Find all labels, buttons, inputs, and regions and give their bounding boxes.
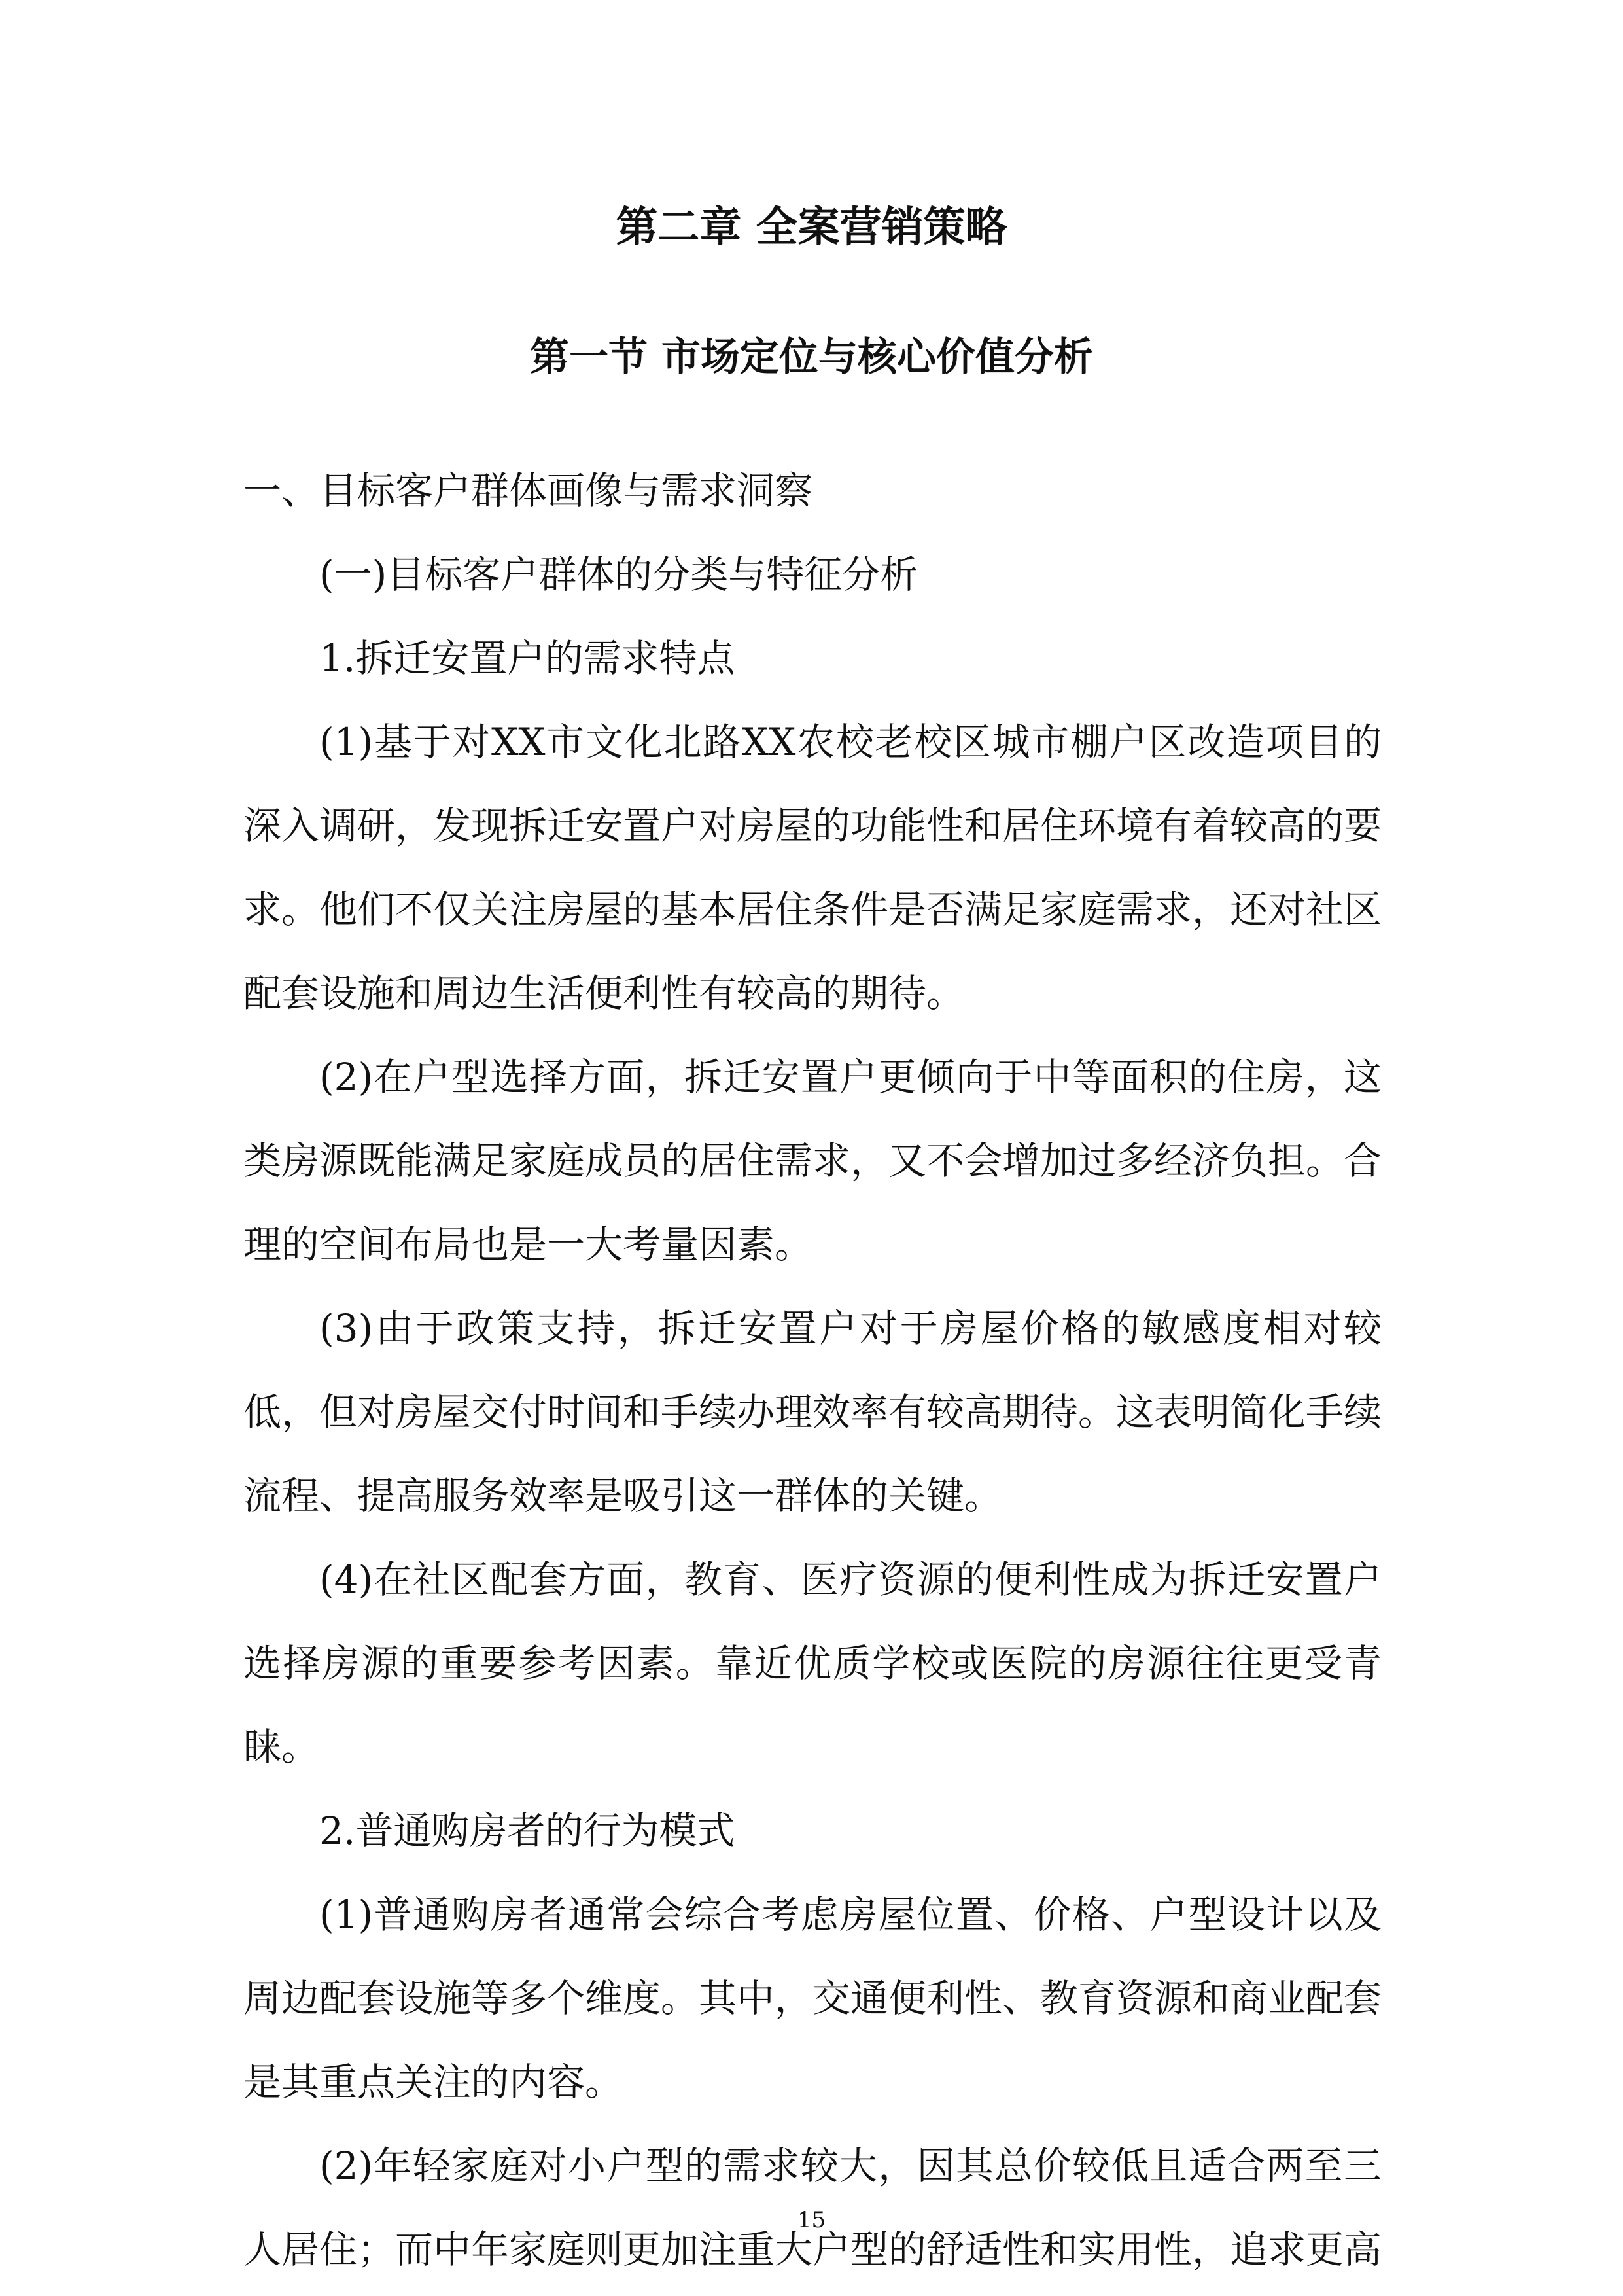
page-number: 15 xyxy=(797,2207,826,2233)
heading-level-3: 2.普通购房者的行为模式 xyxy=(319,1809,735,1853)
heading-level-2: (一)目标客户群体的分类与特征分析 xyxy=(319,552,918,597)
body-text xyxy=(243,449,1382,2291)
paragraph: (1)普通购房者通常会综合考虑房屋位置、价格、户型设计以及周边配套设施等多个维度。其中，交通便利性、教育资源和商业配套是其重点关注的内容。 xyxy=(243,1892,1382,2104)
paragraph: (2)年轻家庭对小户型的需求较大，因其总价较低且适合两至三人居住；而中年家庭则更加注重大户型的舒适性和实用性，追求更高 xyxy=(243,2144,1382,2272)
chapter-title: 第二章 全案营销策略 xyxy=(616,203,1007,252)
section-title: 第一节 市场定位与核心价值分析 xyxy=(530,334,1093,380)
paragraph: (2)在户型选择方面，拆迁安置户更倾向于中等面积的住房，这类房源既能满足家庭成员的居住需求，又不会增加过多经济负担。合理的空间布局也是一大考量因素。 xyxy=(243,1055,1382,1267)
paragraph: (4)在社区配套方面，教育、医疗资源的便利性成为拆迁安置户选择房源的重要参考因素。靠近优质学校或医院的房源往往更受青睐。 xyxy=(243,1557,1382,1769)
heading-level-1: 一、目标客户群体画像与需求洞察 xyxy=(243,468,813,513)
paragraph: (3)由于政策支持，拆迁安置户对于房屋价格的敏感度相对较低，但对房屋交付时间和手续办理效率有较高期待。这表明简化手续流程、提高服务效率是吸引这一群体的关键。 xyxy=(243,1306,1382,1518)
heading-level-3: 1.拆迁安置户的需求特点 xyxy=(319,636,735,680)
paragraph: (1)基于对XX市文化北路XX农校老校区城市棚户区改造项目的深入调研，发现拆迁安置户对房屋的功能性和居住环境有着较高的要求。他们不仅关注房屋的基本居住条件是否满足家庭需求，还对社区配套设施和周边生活便利性有较高的期待。 xyxy=(243,720,1382,1016)
